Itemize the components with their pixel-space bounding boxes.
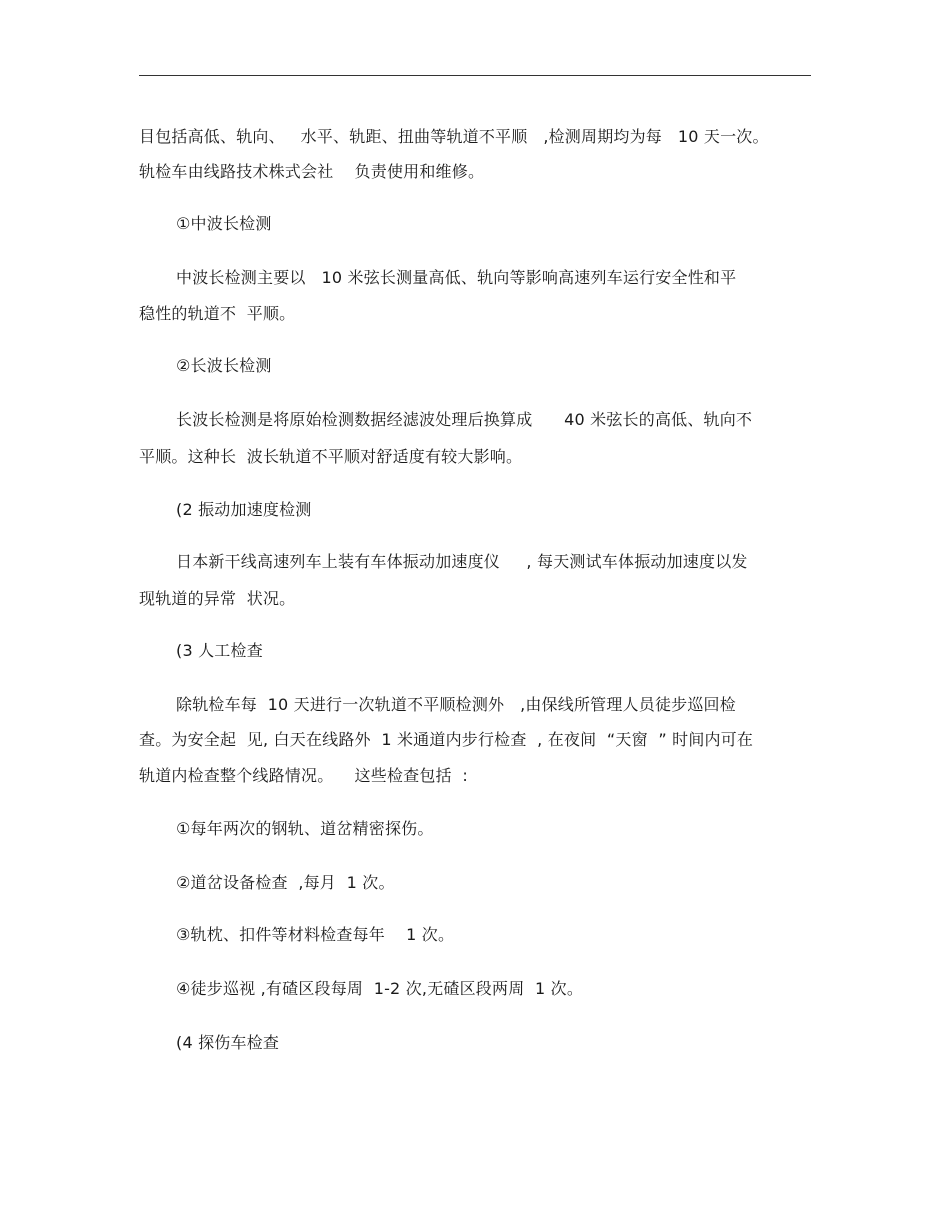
paragraph-line: 稳性的轨道不 平顺。 [139, 304, 296, 323]
paragraph-line: 日本新干线高速列车上装有车体振动加速度仪 , 每天测试车体振动加速度以发 [176, 552, 748, 571]
section-heading: ②长波长检测 [176, 356, 272, 375]
paragraph-line: 现轨道的异常 状况。 [139, 589, 296, 608]
paragraph-line: 除轨检车每 10 天进行一次轨道不平顺检测外 ,由保线所管理人员徒步巡回检 [176, 695, 736, 714]
list-item: ③轨枕、扣件等材料检查每年 1 次。 [176, 925, 455, 944]
section-heading: (3 人工检查 [176, 641, 263, 660]
list-item: ②道岔设备检查 ,每月 1 次。 [176, 873, 395, 892]
paragraph-line: 轨道内检查整个线路情况。 这些检查包括 : [139, 766, 468, 785]
paragraph-line: 查。为安全起 见, 白天在线路外 1 米通道内步行检查 , 在夜间 “天窗 ” 时间内可在 [139, 730, 754, 749]
section-heading: ①中波长检测 [176, 214, 272, 233]
paragraph-line: 长波长检测是将原始检测数据经滤波处理后换算成 40 米弦长的高低、轨向不 [176, 410, 753, 429]
section-heading: (2 振动加速度检测 [176, 500, 312, 519]
paragraph-line: 中波长检测主要以 10 米弦长测量高低、轨向等影响高速列车运行安全性和平 [176, 268, 737, 287]
paragraph-line: 平顺。这种长 波长轨道不平顺对舒适度有较大影响。 [139, 447, 523, 466]
section-heading: (4 探伤车检查 [176, 1033, 280, 1052]
paragraph-line: 轨检车由线路技术株式会社 负责使用和维修。 [139, 162, 485, 181]
header-rule [139, 75, 811, 76]
list-item: ①每年两次的钢轨、道岔精密探伤。 [176, 819, 434, 838]
list-item: ④徒步巡视 ,有碴区段每周 1-2 次,无碴区段两周 1 次。 [176, 979, 584, 998]
paragraph-line: 目包括高低、轨向、 水平、轨距、扭曲等轨道不平顺 ,检测周期均为每 10 天一次。 [139, 127, 769, 146]
